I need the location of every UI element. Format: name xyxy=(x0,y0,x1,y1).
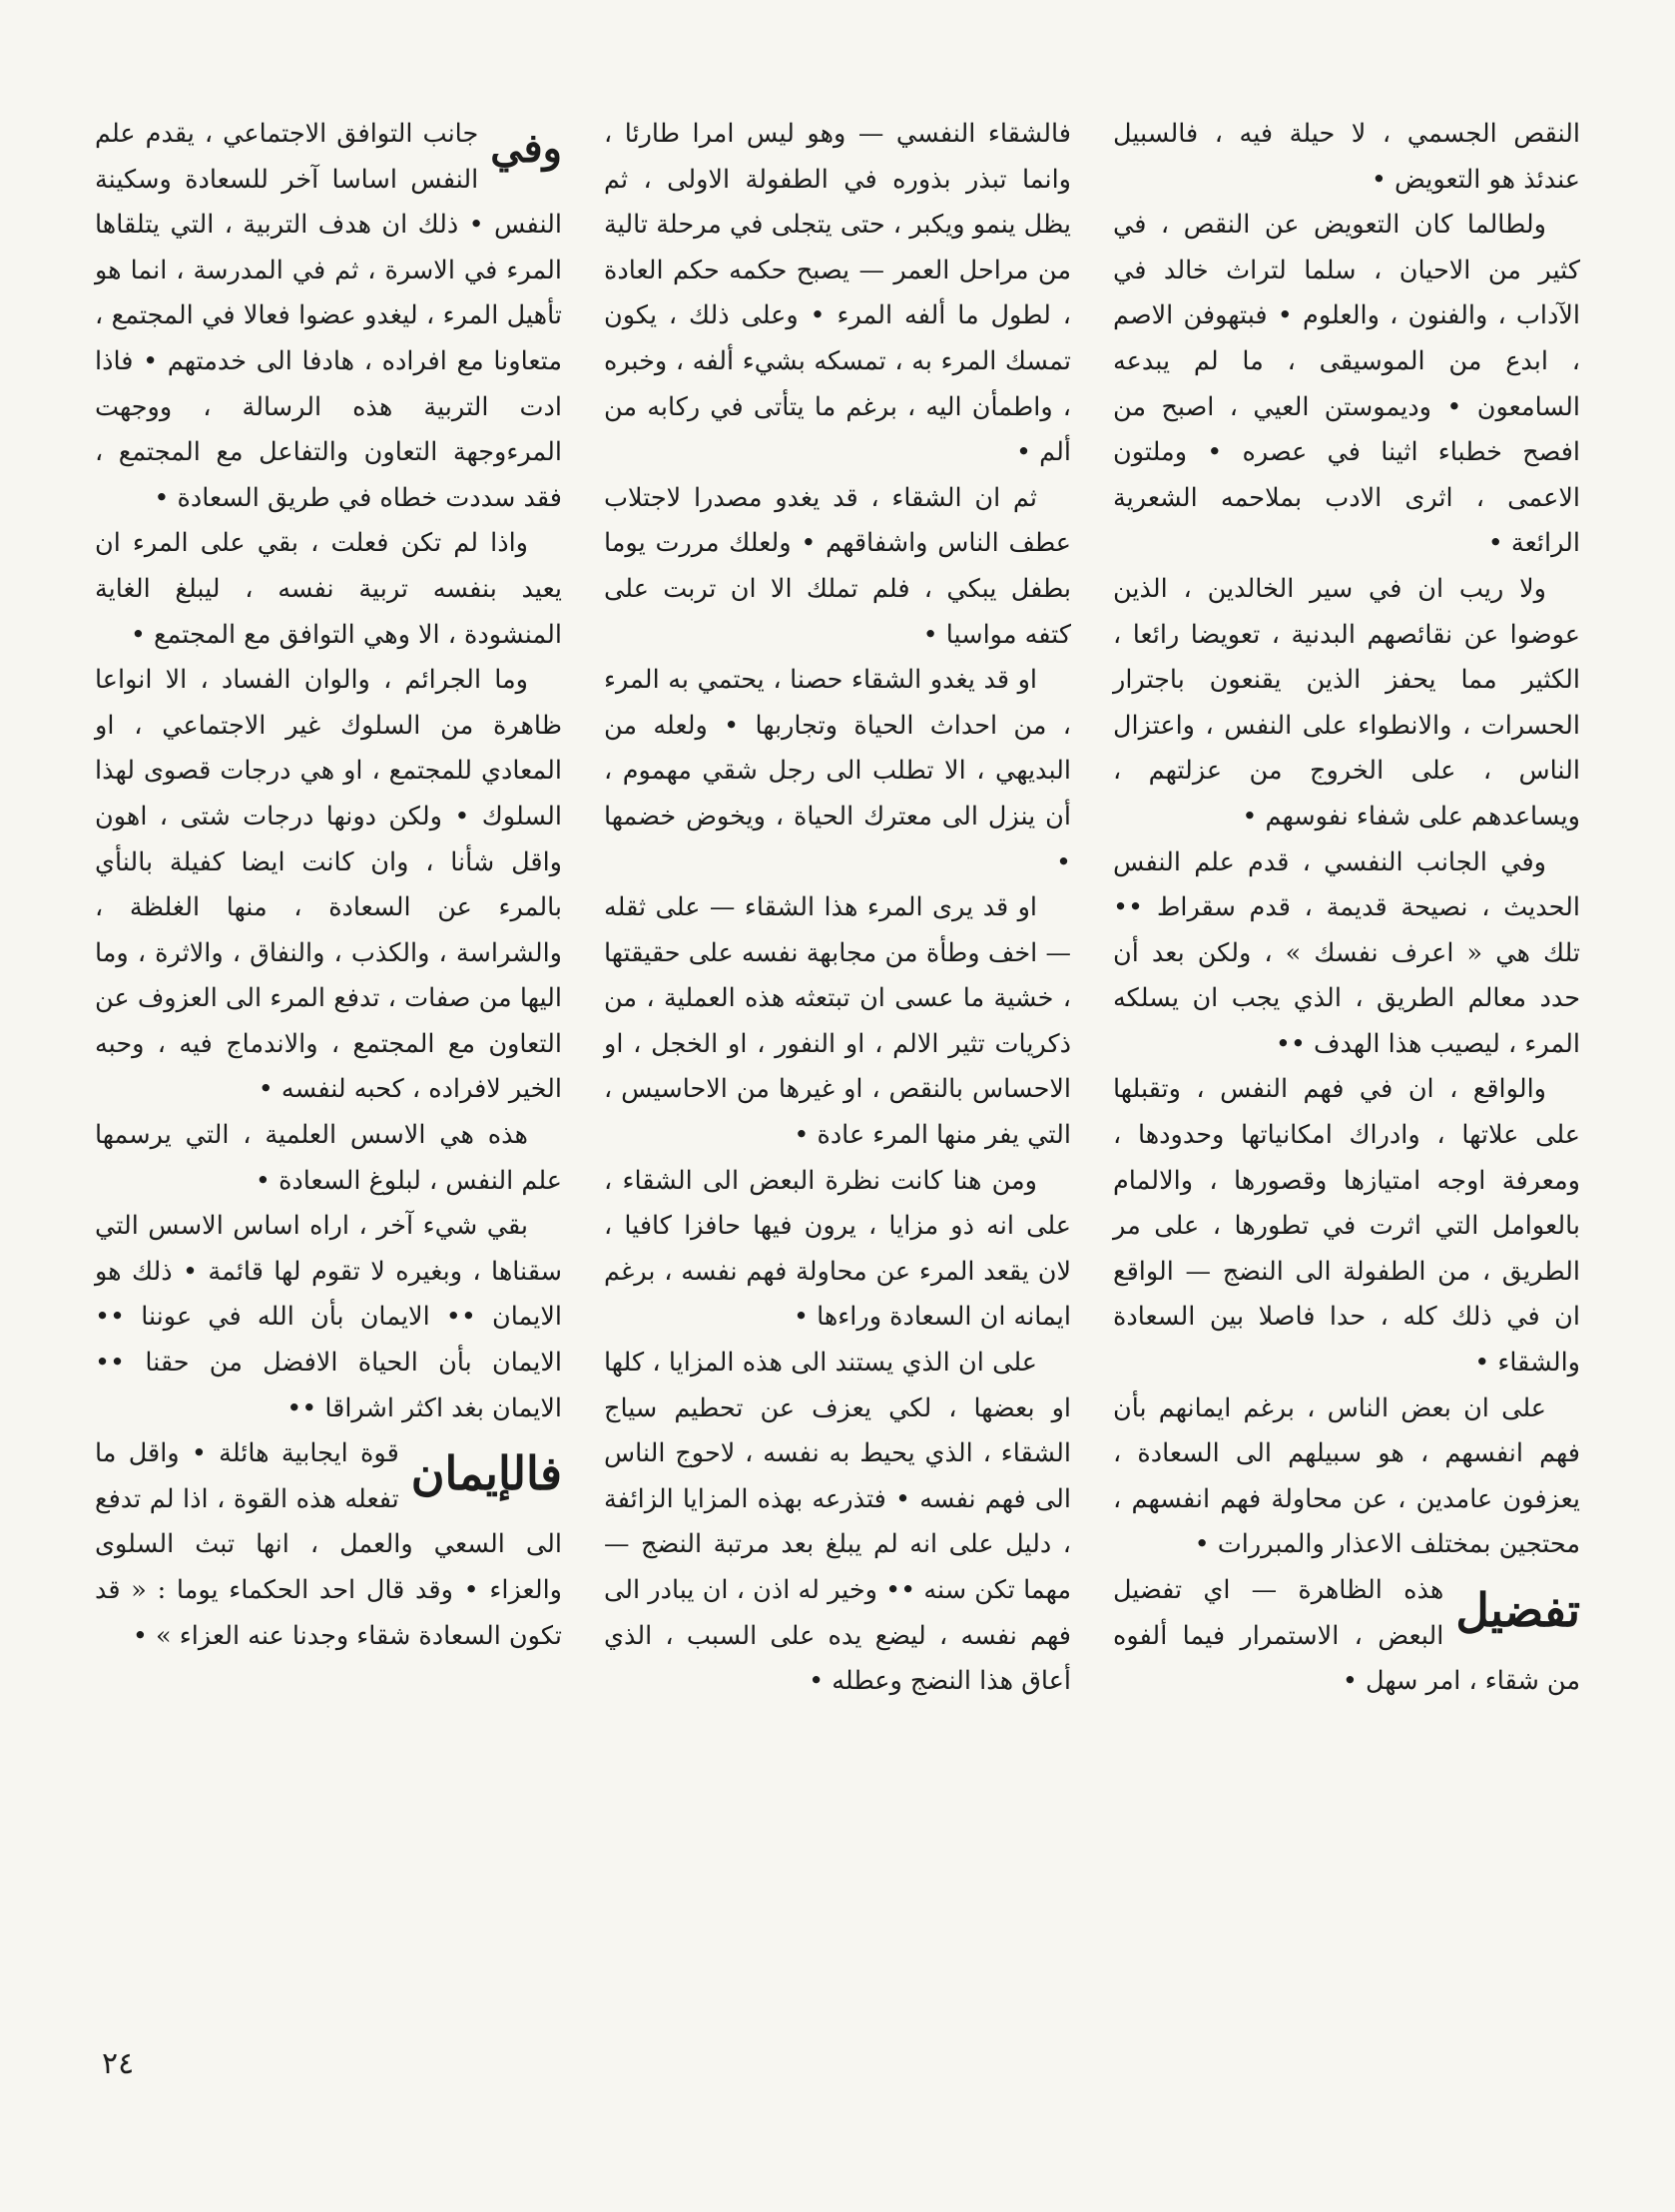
paragraph: واذا لم تكن فعلت ، بقي على المرء ان يعيد بنفسه تربية نفسه ، ليبلغ الغاية المنشودة ، الا وهي التوافق مع المجتمع • xyxy=(95,528,562,650)
paragraph: وما الجرائم ، والوان الفساد ، الا انواعا ظاهرة من السلوك غير الاجتماعي ، او المعادي للمجتمع ، او هي درجات قصوى لهذا السلوك • ولكن دونها درجات شتى ، اهون واقل شأنا ، وان كانت ايضا كفيلة بالنأي بالمرء عن السعادة ، منها الغلظة ، والشراسة ، والكذب ، والنفاق ، والاثرة ، وما اليها من صفات ، تدفع المرء الى العزوف عن التعاون مع المجتمع ، والاندماج فيه ، وحبه الخير لافراده ، كحبه لنفسه • xyxy=(95,665,562,1105)
paragraph: على ان بعض الناس ، برغم ايمانهم بأن فهم انفسهم ، هو سبيلهم الى السعادة ، يعزفون عامدين ، عن محاولة فهم انفسهم ، محتجين بمختلف الاعذار والمبررات • xyxy=(1113,1392,1580,1560)
paragraph: وفي الجانب النفسي ، قدم علم النفس الحديث ، نصيحة قديمة ، قدم سقراط •• تلك هي « اعرف نفسك » ، ولكن بعد أن حدد معالم الطريق ، الذي يجب ان يسلكه المرء ، ليصيب هذا الهدف •• xyxy=(1113,846,1580,1059)
text-columns xyxy=(95,112,1580,2058)
paragraph: فالشقاء النفسي — وهو ليس امرا طارئا ، وانما تبذر بذوره في الطفولة الاولى ، ثم يظل ينمو ويكبر ، حتى يتجلى في مرحلة تالية من مراحل العمر — يصبح حكمه حكم العادة ، لطول ما ألفه المرء • وعلى ذلك ، يكون تمسك المرء به ، تمسكه بشيء ألفه ، وخبره ، واطمأن اليه ، برغم ما يتأتى في ركابه من ألم • xyxy=(604,119,1071,468)
paragraph-text: هذه الظاهرة — اي تفضيل البعض ، الاستمرار فيما ألفوه من شقاء ، امر سهل • xyxy=(1113,1575,1580,1697)
column-middle xyxy=(604,112,1071,2058)
column-right xyxy=(1113,112,1580,2058)
paragraph: ولا ريب ان في سير الخالدين ، الذين عوضوا عن نقائصهم البدنية ، تعويضا رائعا ، الكثير مما يحفز الذين يقنعون باجترار الحسرات ، والانطواء على النفس ، واعتزال الناس ، على الخروج من عزلتهم ، ويساعدهم على شفاء نفوسهم • xyxy=(1113,573,1580,831)
paragraph: ومن هنا كانت نظرة البعض الى الشقاء ، على انه ذو مزايا ، يرون فيها حافزا كافيا ، لان يقعد المرء عن محاولة فهم نفسه ، برغم ايمانه ان السعادة وراءها • xyxy=(604,1165,1071,1333)
paragraph-with-headword xyxy=(95,112,562,521)
paragraph: والواقع ، ان في فهم النفس ، وتقبلها على علاتها ، وادراك امكانياتها وحدودها ، ومعرفة اوجه امتيازها وقصورها ، والالمام بالعوامل التي اثرت في تطورها ، على مر الطريق ، من الطفولة الى النضج — الواقع ان في ذلك كله ، حدا فاصلا بين السعادة والشقاء • xyxy=(1113,1074,1580,1379)
paragraph: النقص الجسمي ، لا حيلة فيه ، فالسبيل عندئذ هو التعويض • xyxy=(1113,119,1580,195)
paragraph-with-headword xyxy=(1113,1568,1580,1705)
section-headword: وفي xyxy=(490,125,562,172)
paragraph-text: قوة ايجابية هائلة • واقل ما تفعله هذه القوة ، اذا لم تدفع الى السعي والعمل ، انها تبث السلوى والعزاء • وقد قال احد الحكماء يوما : « قد تكون السعادة شقاء وجدنا عنه العزاء » • xyxy=(95,1438,562,1651)
section-headword: تفضيل xyxy=(1455,1583,1580,1637)
paragraph: بقي شيء آخر ، اراه اساس الاسس التي سقناها ، وبغيره لا تقوم لها قائمة • ذلك هو الايمان •• الايمان بأن الله في عوننا •• الايمان بأن الحياة الافضل من حقنا •• الايمان بغد اكثر اشراقا •• xyxy=(95,1211,562,1423)
paragraph: او قد يغدو الشقاء حصنا ، يحتمي به المرء ، من احداث الحياة وتجاربها • ولعله من البديهي ، الا تطلب الى رجل شقي مهموم ، أن ينزل الى معترك الحياة ، ويخوض خضمها • xyxy=(604,665,1071,877)
paragraph: او قد يرى المرء هذا الشقاء — على ثقله — اخف وطأة من مجابهة نفسه على حقيقتها ، خشية ما عسى ان تبتعثه هذه العملية ، من ذكريات تثير الالم ، او النفور ، او الخجل ، او الاحساس بالنقص ، او غيرها من الاحاسيس ، التي يفر منها المرء عادة • xyxy=(604,892,1071,1151)
column-left xyxy=(95,112,562,2058)
paragraph: على ان الذي يستند الى هذه المزايا ، كلها او بعضها ، لكي يعزف عن تحطيم سياج الشقاء ، الذي يحيط به نفسه ، لاحوج الناس الى فهم نفسه • فتذرعه بهذه المزايا الزائفة ، دليل على انه لم يبلغ بعد مرتبة النضج — مهما تكن سنه •• وخير له اذن ، ان يبادر الى فهم نفسه ، ليضع يده على السبب ، الذي أعاق هذا النضج وعطله • xyxy=(604,1348,1071,1697)
paragraph-with-headword xyxy=(95,1431,562,1659)
paragraph: ثم ان الشقاء ، قد يغدو مصدرا لاجتلاب عطف الناس واشفاقهم • ولعلك مررت يوما بطفل يبكي ، فلم تملك الا ان تربت على كتفه مواسيا • xyxy=(604,482,1071,650)
paragraph: هذه هي الاسس العلمية ، التي يرسمها علم النفس ، لبلوغ السعادة • xyxy=(95,1120,562,1196)
paragraph: ولطالما كان التعويض عن النقص ، في كثير من الاحيان ، سلما لتراث خالد في الآداب ، والفنون ، والعلوم • فبتهوفن الاصم ، ابدع من الموسيقى ، ما لم يبدعه السامعون • وديموستن العيي ، اصبح من افصح خطباء اثينا في عصره • وملتون الاعمى ، اثرى الادب بملاحمه الشعرية الرائعة • xyxy=(1113,210,1580,559)
section-headword: فالإيمان xyxy=(410,1446,562,1501)
paragraph-text: جانب التوافق الاجتماعي ، يقدم علم النفس اساسا آخر للسعادة وسكينة النفس • ذلك ان هدف التربية ، التي يتلقاها المرء في الاسرة ، ثم في المدرسة ، انما هو تأهيل المرء ، ليغدو عضوا فعالا في المجتمع ، متعاونا مع افراده ، هادفا الى خدمتهم • فاذا ادت التربية هذه الرسالة ، ووجهت المرءوجهة التعاون والتفاعل مع المجتمع ، فقد سددت خطاه في طريق السعادة • xyxy=(95,119,562,513)
page-number: ٢٤ xyxy=(102,2046,135,2081)
